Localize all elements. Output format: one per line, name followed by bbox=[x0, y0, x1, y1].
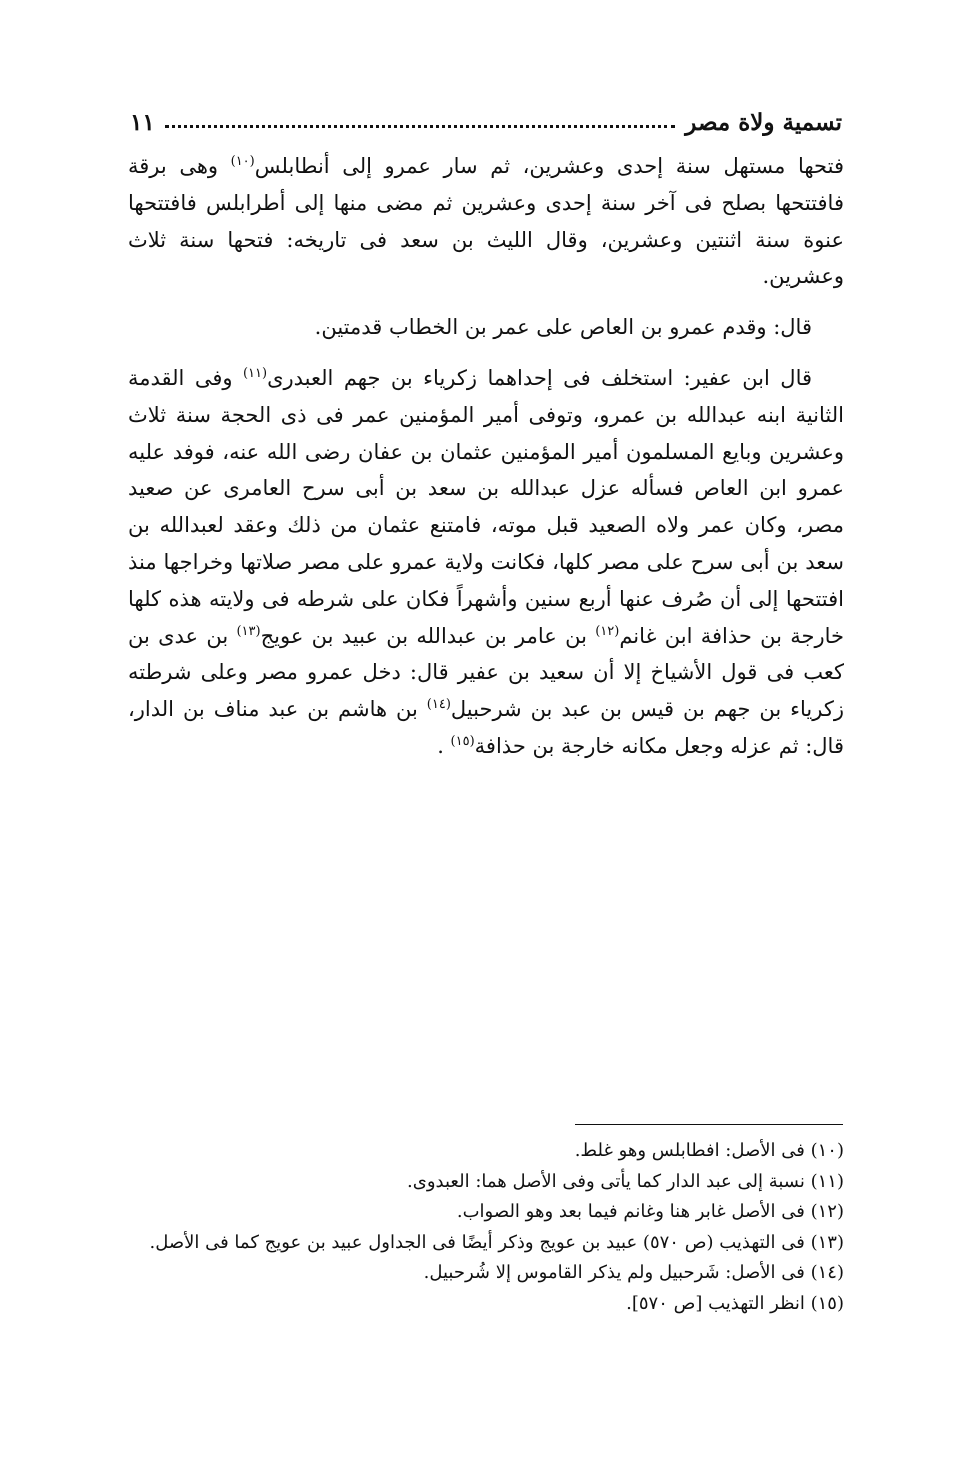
footnote-14: (١٤) فى الأصل: شَرحبيل ولم يذكر القاموس إلا شُرحبيل. bbox=[423, 1262, 844, 1283]
footnote-13: (١٣) فى التهذيب (ص ٥٧٠) عبيد بن عويج وذكر أيضًا فى الجداول عبيد بن عويج كما فى الأصل. bbox=[149, 1231, 844, 1253]
paragraph-1 bbox=[128, 148, 844, 295]
footnote-ref-12[interactable]: (١٢) bbox=[595, 623, 620, 639]
footnote-15: (١٥) انظر التهذيب [ص ٥٧٠]. bbox=[626, 1292, 844, 1314]
page-number: ١١ bbox=[130, 108, 155, 136]
running-header bbox=[130, 102, 842, 142]
footnote-ref-14[interactable]: (١٤) bbox=[426, 697, 451, 713]
footnote-ref-11[interactable]: (١١) bbox=[242, 365, 268, 381]
text-segment: بن عدى بن كعب فى قول الأشياخ إلا أن سعيد بن عفير قال: دخل عمرو مصر وعلى شرطته زكرياء بن جهم بن قيس بن عبد بن شرحبيل bbox=[128, 623, 844, 722]
text-segment: وفى القدمة الثانية ابنه عبدالله بن عمرو، وتوفى أمير المؤمنين عمر فى ذى الحجة سنة ثلاث وعشرين وبايع المسلمون أمير المؤمنين عثمان بن عفان رضى الله عنه، فوفد عليه عمرو ابن العاص فسأله عزل عبدالله بن سعد بن أبى سرح العامرى عن صعيد مصر، وكان عمر ولاه الصعيد قبل موته، فامتنع عثمان من ذلك وعقد لعبدالله بن سعد بن أبى سرح على مصر كلها، فكانت ولاية عمرو على مصر صلاتها وخراجها منذ افتتحها إلى أن صُرف عنها أربع سنين وأشهراً فكان على شرطه فى ولايته هذه كلها خارجة بن حذافة ابن غانم bbox=[128, 365, 844, 648]
text-segment: . bbox=[437, 733, 451, 758]
header-dot-leader bbox=[165, 125, 676, 128]
paragraph-3 bbox=[128, 360, 844, 765]
footnote-11: (١١) نسبة إلى عبد الدار كما يأتى وفى الأصل هما: العبدوى. bbox=[407, 1170, 844, 1192]
paragraph-2 bbox=[128, 309, 844, 346]
footnote-ref-13[interactable]: (١٣) bbox=[236, 623, 261, 639]
footnote-ref-10[interactable]: (١٠) bbox=[230, 154, 255, 169]
text-segment: فتحها مستهل سنة إحدى وعشرين، ثم سار عمرو إلى أنطابلس bbox=[254, 154, 844, 178]
footnotes bbox=[128, 1136, 844, 1319]
text-segment: بن عامر بن عبدالله بن عبيد بن عويج bbox=[260, 623, 596, 648]
header-title: تسمية ولاة مصر bbox=[685, 108, 842, 136]
footnote-12: (١٢) فى الأصل غابر هنا وغانم فيما بعد وهو الصواب. bbox=[456, 1201, 844, 1222]
text-segment: قال: وقدم عمرو بن العاص على عمر بن الخطاب قدمتين. bbox=[314, 315, 812, 340]
footnote-ref-15[interactable]: (١٥) bbox=[450, 733, 475, 749]
footnote-10: (١٠) فى الأصل: افطابلس وهو غلط. bbox=[574, 1140, 844, 1161]
main-text bbox=[128, 148, 844, 765]
text-segment: وهى برقة فافتتحها بصلح فى آخر سنة إحدى وعشرين ثم مضى منها إلى أطرابلس فافتتحها عنوة سنة اثنتين وعشرين، وقال الليث بن سعد فى تاريخه: فتحها سنة ثلاث وعشرين. bbox=[128, 154, 844, 289]
text-segment: قال ابن عفير: استخلف فى إحداهما زكرياء بن جهم العبدرى bbox=[267, 365, 813, 390]
text-segment: بن هاشم بن عبد مناف بن الدار، قال: ثم عزله وجعل مكانه خارجة بن حذافة bbox=[128, 697, 844, 758]
footnote-separator bbox=[575, 1124, 843, 1125]
